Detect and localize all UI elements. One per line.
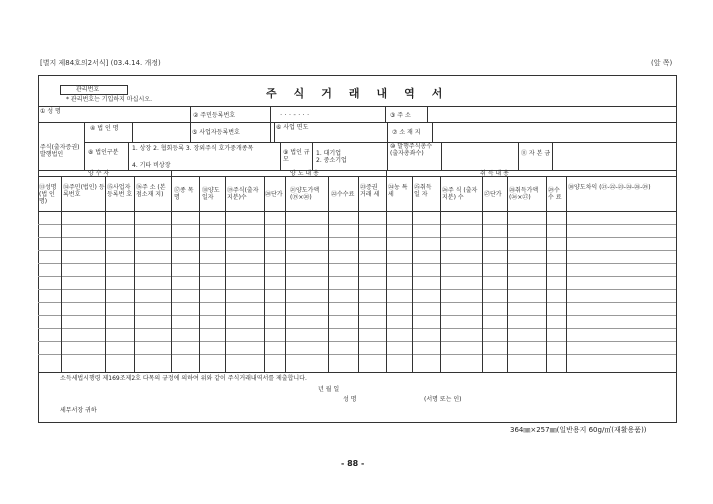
col-rule — [199, 176, 200, 372]
declaration-statement: 소득세법시행령 제169조제2호 다목의 규정에 의하여 위와 같이 주식거래내역서를 제출합니다. — [60, 375, 307, 382]
col-header-acq-shares: ㉖주 식 (출자지분) 수 — [442, 187, 478, 201]
rule — [38, 106, 676, 107]
col-rule — [412, 176, 413, 372]
biz-no-label: ⑤ 사업자등록번호 — [192, 129, 240, 136]
rule — [274, 122, 275, 142]
paper-spec: 364㎜×257㎜(일반용지 60g/㎡(재활용품)) — [510, 426, 647, 434]
name-label: ① 성 명 — [40, 108, 61, 115]
col-header-securities-tax: ㉓증권 거래 세 — [360, 184, 380, 198]
col-rule — [566, 176, 567, 372]
rule — [128, 142, 129, 170]
rule — [190, 106, 191, 142]
rule — [84, 122, 85, 170]
page-number: - 88 - — [341, 459, 365, 468]
col-rule — [225, 176, 226, 372]
col-header-fee: ㉒수수료 — [331, 191, 355, 198]
rule — [270, 106, 271, 122]
rule — [552, 142, 553, 170]
col-rule — [482, 176, 483, 372]
col-rule — [61, 176, 62, 372]
corp-type-label: ⑧ 법인구분 — [88, 149, 119, 156]
rule — [387, 142, 388, 170]
rrn-label: ② 주민등록번호 — [193, 112, 236, 119]
date-line[interactable]: 년 월 일 — [318, 386, 340, 393]
group-acquisition-details: 취 득 내 용 — [480, 170, 509, 177]
col-rule — [105, 176, 106, 372]
col-header-unit-price: ⑳단가 — [265, 191, 283, 198]
corp-size-label: ⑨ 법인 규모 — [283, 149, 310, 163]
col-header-address: ⑯주 소 (본점소재 지) — [136, 184, 166, 198]
col-rule — [358, 176, 359, 372]
col-header-transfer-value: ㉑양도가액 (⑲×⑳) — [290, 187, 320, 201]
recipient-label: 세무서장 귀하 — [60, 407, 97, 414]
col-rule — [546, 176, 547, 372]
rrn-input[interactable]: · · · - · · · — [280, 111, 310, 119]
address-label: ③ 주 소 — [390, 112, 411, 119]
col-rule — [328, 176, 329, 372]
corp-type-options[interactable]: 1. 상장 2. 협회등록 3. 장외주식 호가중개종목 — [132, 145, 254, 152]
rule — [427, 106, 428, 122]
rule — [270, 122, 271, 142]
form-reference: [별지 제84호의2서식] (03.4.14. 개정) — [40, 59, 161, 67]
col-rule — [171, 176, 172, 372]
rule — [518, 142, 519, 170]
col-header-acq-unit-price: ㉗단가 — [484, 191, 502, 198]
col-header-transfer-gain: ㉚양도차익 (㉑-㉒-㉓-㉔-㉘-㉙) — [568, 184, 651, 191]
col-rule — [507, 176, 508, 372]
corp-name-label: ④ 법 인 명 — [90, 125, 119, 132]
rule — [312, 142, 313, 170]
col-header-acq-date: ㉕취득 일 자 — [414, 184, 432, 198]
group-transfer-details: 양 도 내 용 — [290, 170, 319, 177]
col-header-acq-value: ㉘취득가액 (㉖×㉗) — [509, 187, 539, 201]
group-transferee: 양 수 자 — [88, 170, 110, 177]
applicant-name-label: 성 명 — [343, 396, 357, 403]
capital-label: ⑪ 자 본 금 — [521, 150, 551, 157]
form-title: 주식거래내역서 — [266, 87, 460, 100]
col-rule — [264, 176, 265, 372]
col-header-share-count: ⑲주식(출자 지분)수 — [227, 187, 259, 201]
rule — [84, 142, 676, 143]
rule — [38, 372, 676, 373]
mgmt-number-note: * 관리번호는 기입하지 마십시오. — [66, 96, 152, 103]
col-header-biz-no: ⑮사업자 등록번 호 — [107, 184, 133, 198]
rule — [38, 170, 676, 171]
col-header-transfer-date: ⑱양도 일자 — [202, 187, 220, 201]
col-header-id-no: ⑭주민(법인) 등록번호 — [63, 184, 105, 198]
rule — [38, 122, 676, 123]
rule — [387, 122, 388, 142]
col-rule — [386, 176, 387, 372]
page-side-label: (앞 쪽) — [651, 59, 673, 67]
col-rule — [440, 176, 441, 372]
hq-location-label: ⑦ 소 재 지 — [392, 129, 421, 136]
corp-type-option-4[interactable]: 4. 기타 비상장 — [132, 162, 171, 169]
col-header-stock-name: ⑰종 목 명 — [174, 187, 194, 201]
rule — [280, 142, 281, 170]
office-label: ⑥ 사업 면도 — [276, 124, 309, 131]
issued-shares-label: ⑩ 발행주식총수 (출자총좌수) — [390, 143, 433, 157]
mgmt-number-label: 관리번호 — [76, 86, 100, 93]
rule — [432, 122, 433, 142]
rule — [385, 106, 386, 122]
col-rule — [134, 176, 135, 372]
company-section-label: 주식(출자증권) 발행법인 — [40, 144, 80, 158]
rule — [132, 122, 133, 142]
rule — [441, 142, 442, 170]
col-header-rural-tax: ㉔농 특 세 — [388, 184, 408, 198]
corp-size-options[interactable]: 1. 대기업 2. 중소기업 — [316, 150, 347, 164]
signature-note[interactable]: (서명 또는 인) — [424, 396, 462, 403]
col-header-name: ⑬성명 (법 인 명) — [39, 184, 57, 205]
col-header-acq-fee: ㉙수 수 료 — [548, 187, 562, 201]
col-rule — [285, 176, 286, 372]
